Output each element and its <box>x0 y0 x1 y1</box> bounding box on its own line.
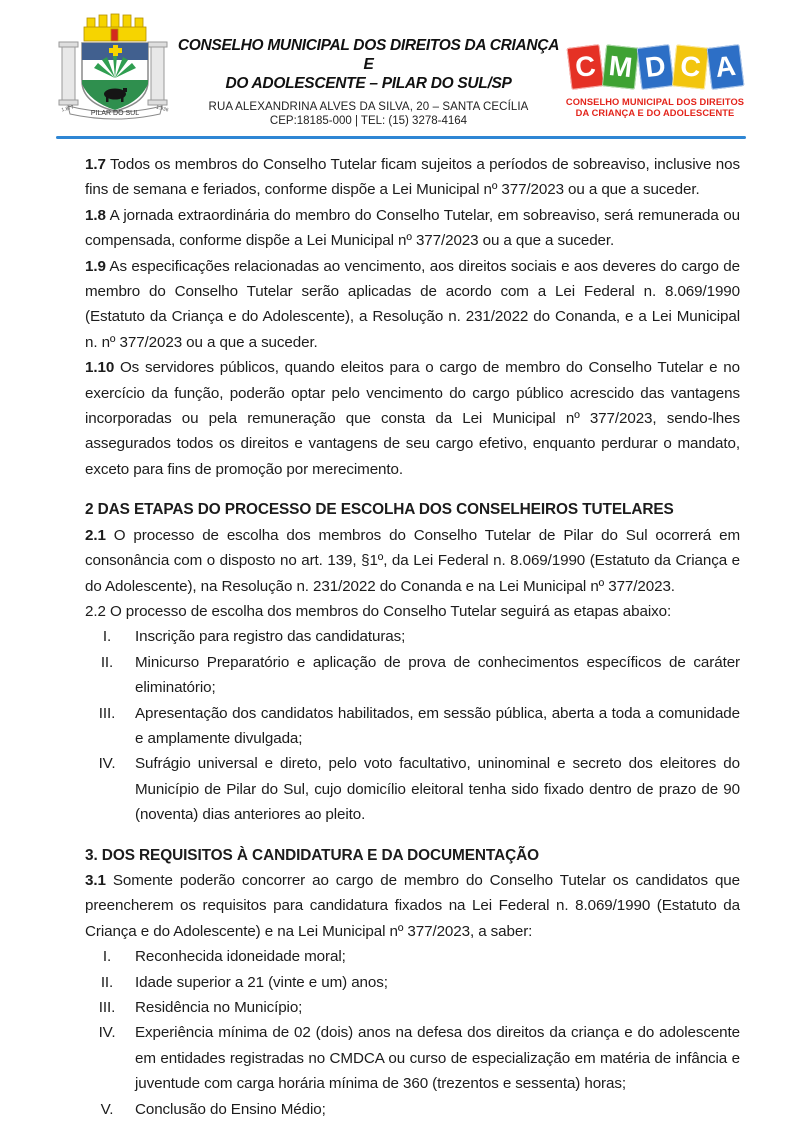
cmdca-caption <box>561 97 749 119</box>
letterhead <box>0 0 791 128</box>
org-contact: CEP:18185-000 | TEL: (15) 3278-4164 <box>269 115 468 127</box>
paragraph <box>85 355 740 482</box>
paragraph-text: Todos os membros do Conselho Tutelar ficam sujeitos a períodos de sobreaviso, inclusive nos fins de semana e feriados, conforme dispõe a Lei Municipal nº 377/2023 ou a que a suceder. <box>85 156 740 199</box>
list-marker: III. <box>98 704 116 722</box>
org-title-line2: DO ADOLESCENTE – PILAR DO SUL/SP <box>225 75 512 92</box>
crest-banner-label: PILAR DO SUL <box>90 110 140 117</box>
paragraph-number: 2.2 <box>85 602 106 620</box>
letterhead-center <box>176 12 561 128</box>
paragraph-text: Somente poderão concorrer ao cargo de membro do Conselho Tutelar os candidatos que preencherem os requisitos para candidatura fixados na Lei Federal n. 8.069/1990 (Estatuto da Criança e do Adolescente) e na Lei Municipal nº 377/2023, a saber: <box>85 871 740 940</box>
list-marker: IV. <box>98 1024 116 1042</box>
document-body <box>0 139 791 1122</box>
list-item <box>85 650 740 701</box>
paragraph-text: O processo de escolha dos membros do Conselho Tutelar seguirá as etapas abaixo: <box>109 602 672 620</box>
cmdca-caption-line2: DA CRIANÇA E DO ADOLESCENTE <box>575 108 735 118</box>
paragraph-text: O processo de escolha dos membros do Conselho Tutelar de Pilar do Sul ocorrerá em consonância com o disposto no art. 139, §1º, da Lei Federal n. 8.069/1990 (Estatuto da Criança e do Adolescente), na Resolução n. 231/2022 do Conanda e na Lei Municipal nº 377/2023. <box>85 526 740 595</box>
list-text: Inscrição para registro das candidaturas; <box>135 628 406 646</box>
paragraph <box>85 152 740 203</box>
list-text: Conclusão do Ensino Médio; <box>135 1100 326 1118</box>
cmdca-caption-line1: CONSELHO MUNICIPAL DOS DIREITOS <box>565 97 745 107</box>
list-text: Minicurso Preparatório e aplicação de prova de conhecimentos específicos de caráter eliminatório; <box>135 653 740 697</box>
list-text: Apresentação dos candidatos habilitados, em sessão pública, aberta a toda a comunidade e amplamente divulgada; <box>135 704 740 747</box>
paragraph-number: 1.9 <box>85 257 106 275</box>
paragraph-number: 2.1 <box>85 526 106 544</box>
paragraph <box>85 868 740 944</box>
list-item <box>85 624 740 649</box>
section-heading: 3. DOS REQUISITOS À CANDIDATURA E DA DOCUMENTAÇÃO <box>85 846 539 864</box>
paragraph-number: 1.7 <box>85 156 106 173</box>
cmdca-tile-letter: C <box>671 44 708 89</box>
list-marker: V. <box>100 1100 114 1118</box>
paragraph-text: As especificações relacionadas ao vencimento, aos direitos sociais e aos deveres do cargo de membro do Conselho Tutelar serão aplicadas de acordo com a Lei Federal n. 8.069/1990 (Estatuto da Criança e do Adolescente), a Resolução n. 231/2022 do Conanda, e a Lei Municipal n. nº 377/2023 ou a que a suceder. <box>85 257 740 351</box>
org-title-line1: CONSELHO MUNICIPAL DOS DIREITOS DA CRIANÇA E <box>177 37 560 73</box>
list-text: Experiência mínima de 02 (dois) anos na defesa dos direitos da criança e do adolescente em entidades registradas no CMDCA ou curso de especialização em matéria de infância e juventude com carga horária mínima de 360 (trezentos e sessenta) horas; <box>135 1024 740 1093</box>
list-text: Idade superior a 21 (vinte e um) anos; <box>135 973 388 991</box>
list-marker: II. <box>100 973 114 991</box>
list-text: Reconhecida idoneidade moral; <box>135 948 346 966</box>
list-item <box>85 1020 740 1096</box>
section-heading: 2 DAS ETAPAS DO PROCESSO DE ESCOLHA DOS CONSELHEIROS TUTELARES <box>85 501 674 519</box>
cmdca-tile-letter: D <box>636 44 674 90</box>
city-crest <box>54 12 176 125</box>
paragraph <box>85 203 740 254</box>
list-item <box>85 970 740 995</box>
paragraph <box>85 523 740 599</box>
list-item <box>85 995 740 1020</box>
org-address: RUA ALEXANDRINA ALVES DA SILVA, 20 – SANTA CECÍLIA <box>208 101 529 113</box>
list-marker: II. <box>100 653 114 671</box>
cmdca-tile-letter: A <box>706 44 744 90</box>
paragraph-text: Os servidores públicos, quando eleitos para o cargo de membro do Conselho Tutelar e no exercício da função, poderão optar pelo vencimento do cargo público acrescido das vantagens incorporadas ou pela remuneração que consta da Lei Municipal nº 377/2023, sendo-lhes assegurados todos os direitos e vantagens de seu cargo efetivo, enquanto perdurar o mandato, exceto para fins de promoção por merecimento. <box>85 359 740 478</box>
list-text: Residência no Município; <box>135 999 303 1016</box>
list-text: Sufrágio universal e direto, pelo voto facultativo, uninominal e secreto dos eleitores do Município de Pilar do Sul, cujo domicílio eleitoral tenha sido fixado dentro de prazo de 90 (noventa) dias anteriores ao pleito. <box>135 755 740 824</box>
paragraph <box>85 599 740 624</box>
roman-numeral-list <box>85 944 740 1122</box>
list-marker: I. <box>102 628 112 646</box>
paragraph-number: 3.1 <box>85 871 106 889</box>
list-marker: IV. <box>98 755 116 773</box>
crest-year-left: 1.877 <box>60 104 75 114</box>
paragraph <box>85 254 740 356</box>
list-item <box>85 944 740 969</box>
list-marker: I. <box>102 948 112 966</box>
roman-numeral-list <box>85 624 740 827</box>
crest-year-right: 1.936 <box>155 104 170 114</box>
list-item <box>85 1097 740 1122</box>
cmdca-tile-letter: M <box>601 44 638 89</box>
cmdca-tile-letter: C <box>566 44 604 90</box>
list-marker: III. <box>98 999 116 1016</box>
paragraph-number: 1.10 <box>85 359 115 377</box>
list-item <box>85 751 740 827</box>
cmdca-logo <box>561 12 749 119</box>
cmdca-letter-tiles <box>561 42 749 92</box>
city-crest-icon <box>54 12 172 120</box>
paragraph-text: A jornada extraordinária do membro do Conselho Tutelar, em sobreaviso, será remunerada ou compensada, conforme dispõe a Lei Municipal nº 377/2023 ou a que a suceder. <box>85 206 740 250</box>
paragraph-number: 1.8 <box>85 206 106 224</box>
list-item <box>85 701 740 752</box>
